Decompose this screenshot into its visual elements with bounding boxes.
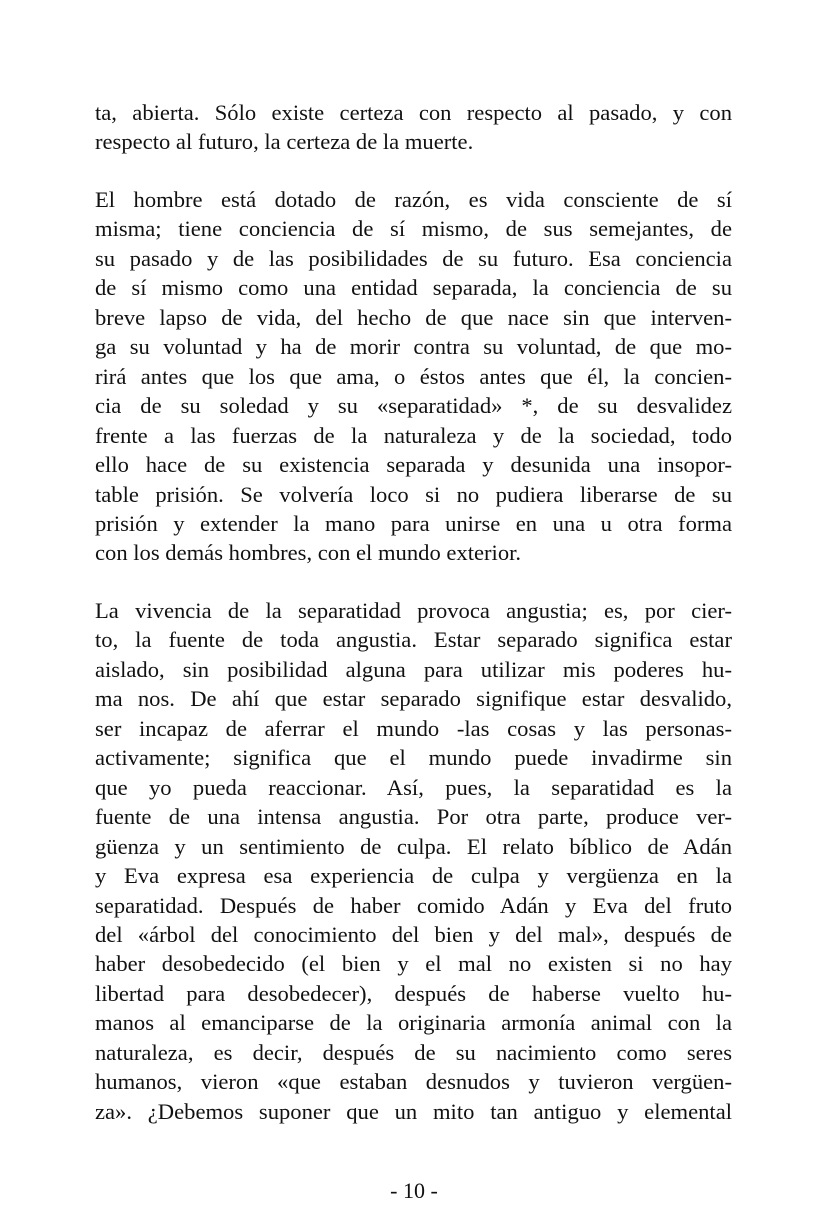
text-line: ma nos. De ahí que estar separado signifique estar desvalido,: [95, 686, 732, 712]
text-line: respecto al futuro, la certeza de la muerte.: [95, 129, 474, 155]
text-line: ser incapaz de aferrar el mundo -las cosas y las personas-: [95, 715, 732, 741]
text-line: de sí mismo como una entidad separada, la conciencia de su: [95, 275, 732, 301]
text-line: del «árbol del conocimiento del bien y del mal», después de: [95, 921, 732, 947]
text-line: güenza y un sentimiento de culpa. El relato bíblico de Adán: [95, 833, 732, 859]
text-line: separatidad. Después de haber comido Adán y Eva del fruto: [95, 892, 732, 918]
text-line: to, la fuente de toda angustia. Estar separado significa estar: [95, 627, 732, 653]
text-line: haber desobedecido (el bien y el mal no existen si no hay: [95, 951, 732, 977]
text-line: za». ¿Debemos suponer que un mito tan antiguo y elemental: [95, 1098, 732, 1124]
text-line: con los demás hombres, con el mundo exterior.: [95, 540, 522, 566]
text-line: aislado, sin posibilidad alguna para utilizar mis poderes hu-: [95, 656, 732, 682]
text-line: activamente; significa que el mundo puede invadirme sin: [95, 745, 732, 771]
page-number: - 10 -: [390, 1178, 438, 1203]
text-line: cia de su soledad y su «separatidad» *, de su desvalidez: [95, 393, 732, 419]
text-line: breve lapso de vida, del hecho de que nace sin que interven-: [95, 304, 732, 330]
text-line: table prisión. Se volvería loco si no pudiera liberarse de su: [95, 481, 732, 507]
text-line: misma; tiene conciencia de sí mismo, de sus semejantes, de: [95, 216, 732, 242]
text-line: y Eva expresa esa experiencia de culpa y vergüenza en la: [95, 863, 732, 889]
text-line: humanos, vieron «que estaban desnudos y tuvieron vergüen-: [95, 1069, 732, 1095]
text-line: frente a las fuerzas de la naturaleza y de la sociedad, todo: [95, 422, 732, 448]
text-line: su pasado y de las posibilidades de su futuro. Esa conciencia: [95, 245, 732, 271]
text-line: fuente de una intensa angustia. Por otra parte, produce ver-: [95, 804, 732, 830]
text-line: ga su voluntad y ha de morir contra su voluntad, de que mo-: [95, 334, 732, 360]
text-line: La vivencia de la separatidad provoca angustia; es, por cier-: [95, 598, 732, 623]
text-line: ta, abierta. Sólo existe certeza con respecto al pasado, y con: [95, 100, 732, 125]
text-line: libertad para desobedecer), después de haberse vuelto hu-: [95, 980, 732, 1006]
text-line: naturaleza, es decir, después de su nacimiento como seres: [95, 1039, 732, 1065]
text-line: manos al emanciparse de la originaria armonía animal con la: [95, 1010, 732, 1036]
text-line: rirá antes que los que ama, o éstos antes que él, la concien-: [95, 363, 732, 389]
paragraph-3: [95, 596, 732, 1126]
text-line: que yo pueda reaccionar. Así, pues, la separatidad es la: [95, 774, 732, 800]
text-line: El hombre está dotado de razón, es vida consciente de sí: [95, 187, 732, 212]
text-line: ello hace de su existencia separada y desunida una insopor-: [95, 452, 732, 478]
text-line: prisión y extender la mano para unirse en una u otra forma: [95, 510, 732, 536]
paragraph-1: [95, 98, 732, 157]
paragraph-2: [95, 185, 732, 568]
